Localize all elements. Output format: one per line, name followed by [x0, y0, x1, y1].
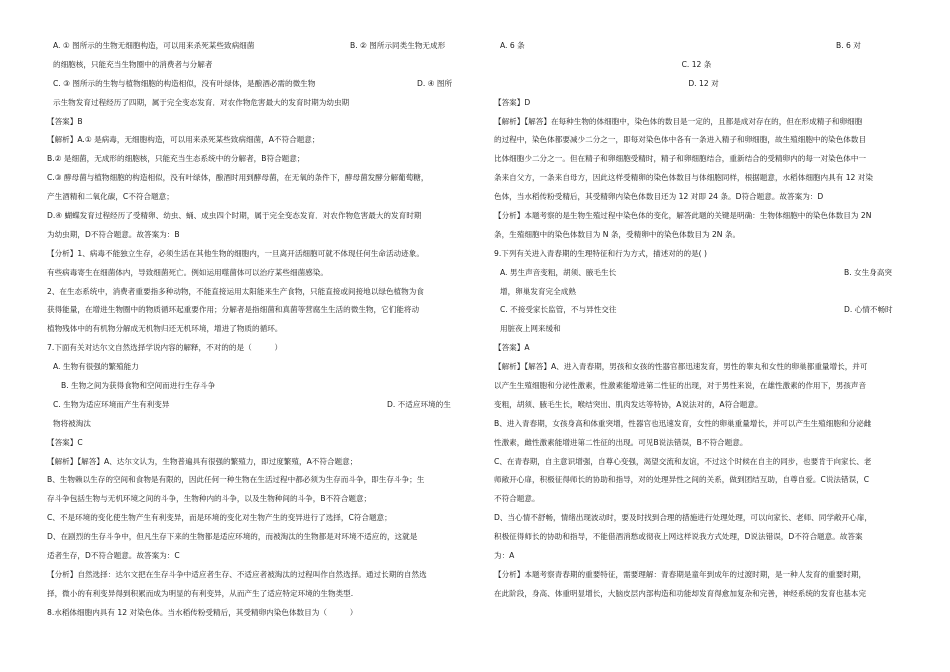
text-line — [47, 99, 447, 118]
line-text: 为：A — [494, 551, 515, 561]
line-text: 物将被淘汰 — [53, 418, 91, 428]
line-text: 9.下列有关进入青春期的生理特征和行为方式，描述对的的是( ) — [494, 248, 708, 258]
text-line — [47, 552, 447, 571]
text-line — [47, 212, 447, 231]
text-line — [47, 590, 447, 609]
text-line — [47, 250, 447, 269]
line-text: B、生物赖以生存的空间和食物是有限的，因此任何一种生物在生活过程中都必须为生存而斗争，即生存斗争；生 — [47, 475, 425, 485]
line-text: 在此阶段，身高、体重明显增长，大脑皮层内部构造和功能却发育得愈加复杂和完善，神经系统的发育也基本完 — [494, 588, 867, 598]
text-line — [494, 136, 899, 155]
text-line — [47, 514, 447, 533]
text-line — [47, 136, 447, 155]
line-text: 【解析】【解答】A、达尔文认为，生物普遍具有很强的繁殖力，即过度繁殖，A不符合题意； — [47, 456, 358, 466]
line-text: C.③ 酵母菌与植物细胞的构造相似，没有叶绿体，酿酒时用到酵母菌，在无氧的条件下，酵母菌发酵分解葡萄糖， — [47, 173, 429, 183]
line-text: C、不是环境的变化使生物产生有利变异，而是环境的变化对生物产生的变异进行了选择，C符合题意； — [47, 513, 392, 523]
text-line — [494, 495, 899, 514]
line-text: 【解析】【解答】在每种生物的体细胞中，染色体的数目是一定的，且都是成对存在的，但在形成精子和卵细胞 — [494, 116, 863, 126]
text-line — [494, 269, 899, 288]
line-text: C. 不接受家长监管，不与异性交往 — [500, 305, 617, 315]
text-line — [494, 476, 899, 495]
text-line — [47, 363, 447, 382]
line-text: 【分析】1、病毒不能独立生存，必须生活在其他生物的细胞内，一旦离开活细胞可就不体现任何生命活动迹象。 — [47, 248, 424, 258]
text-line — [47, 571, 447, 590]
line-text: 不符合题意。 — [494, 494, 540, 504]
line-text: D、在剧烈的生存斗争中，但凡生存下来的生物都是适应环境的，而被淘汰的生物都是对环境不适应的，这就是 — [47, 532, 418, 542]
line-text: D. 12 对 — [688, 78, 719, 88]
line-text: 存斗争包括生物与无机环境之间的斗争，生物种内的斗争，以及生物种间的斗争，B不符合题意； — [47, 494, 372, 504]
text-line — [47, 344, 447, 363]
option-text: B. 6 对 — [836, 41, 861, 50]
text-line — [47, 269, 447, 288]
line-text: 【答案】A — [494, 343, 530, 353]
text-line — [47, 609, 447, 628]
text-line — [494, 231, 899, 250]
text-line — [47, 42, 447, 61]
text-line — [494, 363, 899, 382]
line-text: 以产生生殖细胞和分泌性激素，性激素能增进第二性征的出现，对于男性来说，在雄性激素的作用下，男孩声音 — [494, 381, 867, 391]
text-line — [47, 325, 447, 344]
line-text: C. ③ 图所示的生物与植物细胞的构造相似，没有叶绿体，是酿酒必需的微生物 — [53, 78, 316, 88]
line-text: A. 6 条 — [500, 41, 525, 50]
line-text: B、进入青春期，女孩身高和体重突增，性器官也迅速发育，女性的卵巢重量增长，并可以产生生殖细胞和分泌雌 — [494, 418, 872, 428]
line-text: 增，卵巢发育完全成熟 — [500, 286, 576, 296]
line-text: C. 生物为适应环境而产生有利变异 — [53, 399, 170, 409]
text-line — [494, 212, 899, 231]
line-text: 师敞开心扉，积极征得师长的协助和指导，对的处理异性之间的关系，做到团结互助，自尊自爱。C说法错误，C — [494, 475, 870, 485]
line-text: 【答案】C — [47, 437, 83, 447]
text-line — [494, 306, 899, 325]
line-text: A. ① 图所示的生物无细胞构造，可以用来杀死某些致病细菌 — [53, 41, 255, 50]
text-line — [47, 118, 447, 137]
text-line — [47, 231, 447, 250]
line-text: 的过程中，染色体都要减少二分之一，即每对染色体中各有一条进入精子和卵细胞，故生殖细胞中的染色体数目 — [494, 135, 867, 145]
option-text: D. ④ 图所 — [417, 78, 453, 88]
line-text: 适者生存，D不符合题意。故答案为：C — [47, 551, 180, 561]
line-text: 【解析】A.① 是病毒，无细胞构造，可以用来杀死某些致病细菌，A不符合题意； — [47, 135, 320, 145]
text-line — [494, 155, 899, 174]
line-text: 为幼虫期，D不符合题意。故答案为：B — [47, 229, 180, 239]
line-text: 【解析】【解答】A、进入青春期，男孩和女孩的性器官都迅速发育，男性的睾丸和女性的卵巢都重量增长，并可 — [494, 362, 868, 372]
line-text: 【答案】D — [494, 97, 531, 107]
text-line — [494, 344, 899, 363]
line-text: 条来自父方，一条来自母方，因此这样受精卵的染色体数目与体细胞同样，根据题意，水稻体细胞内具有 12 对染 — [494, 173, 873, 183]
line-text: 2、在生态系统中，消费者重要指多种动物，不能直接运用太阳能来生产食物，只能直接或间接地以绿色植物为食 — [47, 286, 424, 296]
line-text: 【分析】本题考察的是生物生殖过程中染色体的变化，解答此题的关键是明确：生物体细胞中的染色体数目为 2N — [494, 211, 872, 221]
text-line — [494, 118, 899, 137]
line-text: 色体，当水稻传粉受精后，其受精卵内染色体数目还为 12 对即 24 条。D符合题意。故答案为：D — [494, 192, 824, 202]
text-line — [47, 458, 447, 477]
option-text: B. 女生身高突 — [844, 267, 893, 277]
line-text: 获得能量，在增进生物圈中的物质循环起重要作用；分解者是指细菌和真菌等营腐生生活的微生物，它们能将动 — [47, 305, 420, 315]
text-line — [494, 80, 899, 99]
text-line — [494, 571, 899, 590]
line-text: B. 生物之间为获得食物和空间而进行生存斗争 — [61, 381, 216, 391]
line-text: 变粗，胡须、腋毛生长，喉结突出、肌肉发达等特协，A说法对的，A符合题意。 — [494, 399, 763, 409]
line-text: D、当心情不舒畅，情绪出现波动时，要及时找到合理的措施进行处理处理，可以向家长、老师、同学敞开心扉， — [494, 513, 872, 523]
text-line — [47, 288, 447, 307]
line-text: 性激素，雌性激素能增进第二性征的出现。可见B说法错误，B不符合题意。 — [494, 437, 748, 447]
text-line — [47, 155, 447, 174]
line-text: 条，生殖细胞中的染色体数目为 N 条，受精卵中的染色体数目为 2N 条。 — [494, 229, 741, 239]
text-line — [494, 590, 899, 609]
line-text: 8.水稻体细胞内具有 12 对染色体。当水稻传粉受精后，其受精卵内染色体数目为（ ） — [47, 607, 358, 617]
text-line — [494, 533, 899, 552]
line-text: 【答案】B — [47, 116, 83, 126]
text-line — [494, 193, 899, 212]
right-column — [494, 42, 899, 609]
line-text: 比体细胞少二分之一。但在精子和卵细胞受精时，精子和卵细胞结合，重新结合的受精卵内的每一对染色体中一 — [494, 154, 867, 164]
left-column — [47, 41, 453, 628]
line-text: 产生酒精和二氧化碳，C不符合题意； — [47, 192, 174, 202]
line-text: B.② 是细菌，无成形的细胞核，只能充当生态系统中的分解者，B符合题意； — [47, 154, 305, 164]
text-line — [494, 174, 899, 193]
line-text: 择，微小的有利变异得到积累而成为明显的有利变异，从而产生了适应特定环境的生物类型. — [47, 588, 354, 598]
option-text: B. ② 图所示同类生物无成形 — [350, 41, 446, 50]
text-line — [47, 193, 447, 212]
line-text: 【分析】自然选择：达尔文把在生存斗争中适应者生存、不适应者被淘汰的过程叫作自然选择。通过长期的自然选 — [47, 569, 427, 579]
text-line — [494, 99, 899, 118]
text-line — [494, 439, 899, 458]
text-line — [494, 288, 899, 307]
text-line — [494, 420, 899, 439]
line-text: 有些病毒寄生在细菌体内，导致细菌死亡。例如运用噬菌体可以治疗某些细菌感染。 — [47, 267, 328, 277]
text-line — [47, 533, 447, 552]
line-text: A. 生物有很强的繁殖能力 — [53, 362, 139, 372]
line-text: 用脏夜上网来缓和 — [500, 324, 561, 334]
text-line — [494, 325, 899, 344]
text-line — [494, 42, 899, 61]
line-text: C. 12 条 — [681, 59, 712, 69]
line-text: 【分析】本题考察青春期的重要特征，需要理解：青春期是童年到成年的过渡时期，是一种人发育的重要时期， — [494, 569, 867, 579]
text-line — [47, 399, 451, 420]
text-line — [47, 439, 447, 458]
text-line — [494, 552, 899, 571]
line-text: A. 男生声音变粗，胡须、腋毛生长 — [500, 267, 617, 277]
text-line — [47, 476, 447, 495]
text-line — [47, 174, 447, 193]
line-text: D.④ 蝴蝶发育过程经历了受精卵、幼虫、蛹、成虫四个时期，属于完全变态发育．对农作物危害最大的发育时期 — [47, 211, 422, 221]
text-line — [494, 382, 899, 401]
text-line — [494, 514, 899, 533]
text-line — [47, 495, 447, 514]
text-line — [494, 61, 899, 80]
option-text: D. 心情不畅时 — [844, 305, 893, 315]
option-text: D. 不适应环境的生 — [387, 399, 451, 409]
text-line — [47, 420, 447, 439]
text-line — [47, 78, 453, 99]
text-line — [494, 250, 899, 269]
line-text: C、在青春期，自主意识增强，自尊心变强，渴望交流和友谊，不过这个时候在自主的同步，也要肯于向家长、老 — [494, 456, 872, 466]
line-text: 植物残体中的有机物分解成无机物归还无机环境，增进了物质的循环。 — [47, 324, 283, 334]
line-text: 积极征得师长的协助和指导，不能借酒消愁或彻夜上网这样说我方式处理，D说法错误，D不符合题意。故答案 — [494, 532, 863, 542]
line-text: 7.下面有关对达尔文自然选择学说内容的解释，不对的的是（ ） — [47, 343, 283, 353]
line-text: 的细胞核，只能充当生物圈中的消费者与分解者 — [53, 59, 213, 69]
text-line — [47, 306, 447, 325]
line-text: 示生物发育过程经历了四期，属于完全变态发育．对农作物危害最大的发育时期为幼虫期 — [53, 97, 350, 107]
text-line — [494, 401, 899, 420]
text-line — [47, 382, 447, 401]
text-line — [494, 458, 899, 477]
text-line — [47, 61, 447, 80]
